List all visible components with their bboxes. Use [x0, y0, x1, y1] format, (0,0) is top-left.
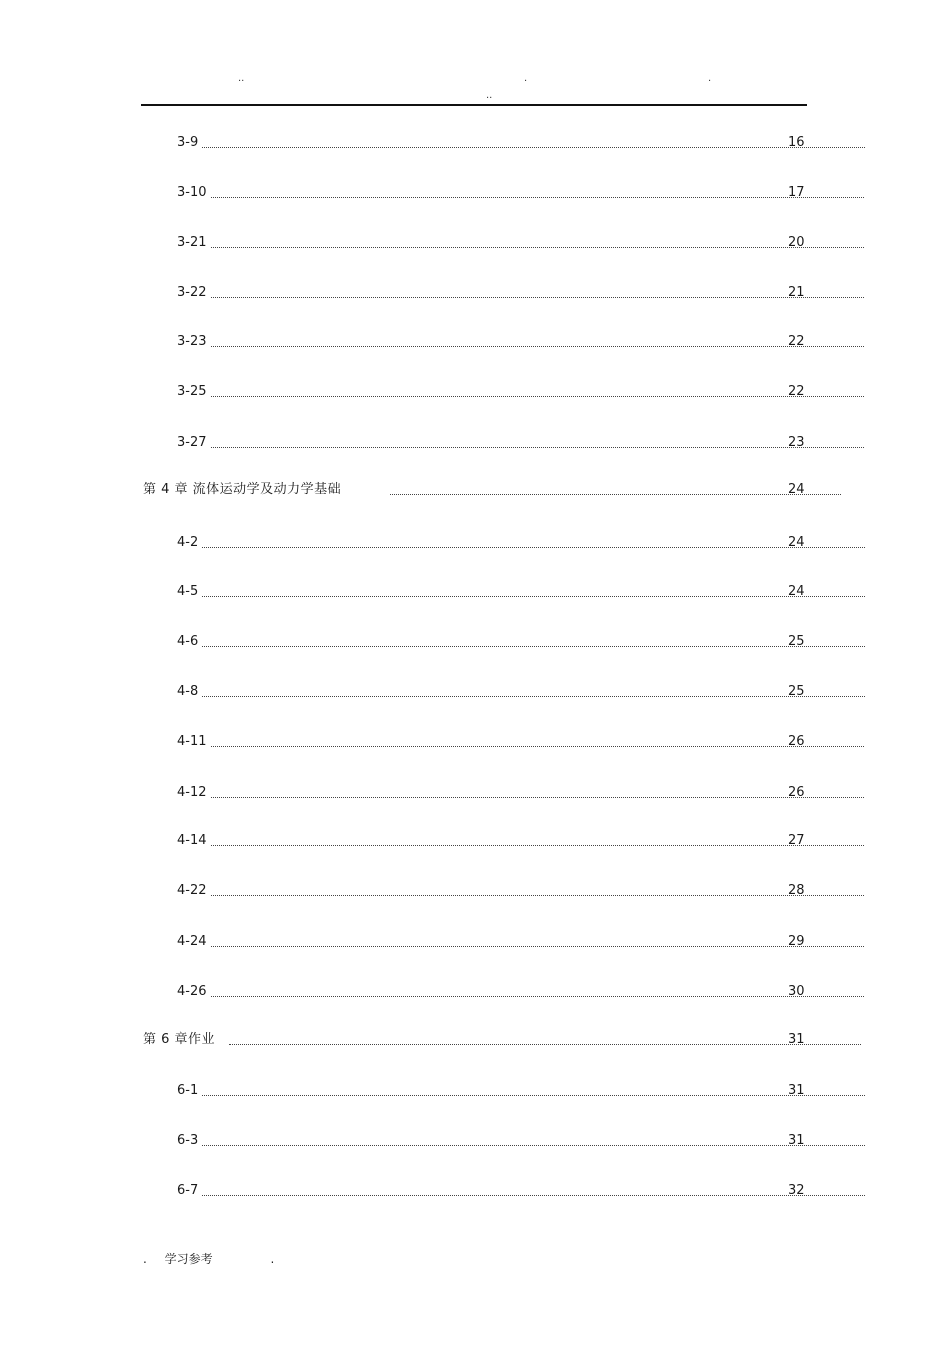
toc-entry-page: 22: [788, 384, 805, 399]
toc-entry-page: 24: [788, 535, 805, 550]
toc-entry-page: 20: [788, 235, 805, 250]
leader-dots: [177, 447, 864, 448]
header-mark-2: .: [524, 73, 528, 84]
toc-entry-page: 31: [788, 1133, 805, 1148]
toc-entry-label: 4-14: [177, 832, 211, 850]
leader-dots: [177, 197, 864, 198]
header-mark-3: .: [708, 73, 712, 84]
toc-entry-page: 22: [788, 334, 805, 349]
toc-entry[interactable]: [177, 583, 865, 603]
toc-chapter-label: 第 6 章作业: [143, 1031, 219, 1049]
header-mark-4: ..: [486, 90, 493, 101]
leader-dots: [177, 895, 864, 896]
toc-entry-label: 4-12: [177, 784, 211, 802]
toc-entry[interactable]: [177, 882, 864, 902]
toc-entry-label: 4-8: [177, 683, 202, 701]
toc-entry[interactable]: [177, 1182, 865, 1202]
leader-dots: [177, 1095, 865, 1096]
toc-entry-label: 3-10: [177, 184, 211, 202]
toc-entry-page: 25: [788, 634, 805, 649]
toc-entry[interactable]: [177, 134, 865, 154]
toc-entry-page: 23: [788, 435, 805, 450]
toc-entry-label: 3-9: [177, 134, 202, 152]
toc-entry[interactable]: [177, 184, 864, 204]
toc-entry-page: 24: [788, 482, 805, 497]
toc-entry[interactable]: [177, 284, 864, 304]
toc-entry[interactable]: [177, 383, 864, 403]
toc-entry-page: 29: [788, 934, 805, 949]
toc-entry[interactable]: [177, 633, 865, 653]
toc-entry-page: 24: [788, 584, 805, 599]
leader-dots: [177, 845, 864, 846]
leader-dots: [177, 797, 864, 798]
leader-dots: [177, 247, 864, 248]
leader-dots: [177, 946, 864, 947]
toc-entry[interactable]: [177, 534, 865, 554]
toc-entry-page: 31: [788, 1083, 805, 1098]
toc-entry-label: 4-26: [177, 983, 211, 1001]
toc-entry-page: 30: [788, 984, 805, 999]
toc-entry-label: 3-25: [177, 383, 211, 401]
toc-entry-label: 6-3: [177, 1132, 202, 1150]
toc-entry-page: 28: [788, 883, 805, 898]
toc-entry-label: 4-11: [177, 733, 211, 751]
toc-entry[interactable]: [177, 832, 864, 852]
toc-entry-page: 25: [788, 684, 805, 699]
toc-entry-page: 21: [788, 285, 805, 300]
toc-entry-label: 4-22: [177, 882, 211, 900]
header-mark-1: ..: [238, 73, 245, 84]
toc-entry-page: 26: [788, 785, 805, 800]
leader-dots: [177, 596, 865, 597]
toc-entry[interactable]: [177, 733, 864, 753]
leader-dots: [229, 1044, 861, 1045]
toc-entry-label: 4-2: [177, 534, 202, 552]
leader-dots: [390, 494, 841, 495]
toc-entry-page: 26: [788, 734, 805, 749]
toc-entry[interactable]: [177, 434, 864, 454]
toc-entry-page: 17: [788, 185, 805, 200]
footer-right-mark: .: [270, 1252, 275, 1266]
toc-entry[interactable]: [177, 784, 864, 804]
leader-dots: [177, 1145, 865, 1146]
toc-entry[interactable]: [177, 1082, 865, 1102]
leader-dots: [177, 147, 865, 148]
footer-text: 学习参考: [164, 1252, 213, 1266]
leader-dots: [177, 396, 864, 397]
toc-entry[interactable]: [177, 983, 864, 1003]
page-footer: [143, 1251, 274, 1267]
toc-entry-page: 31: [788, 1032, 805, 1047]
leader-dots: [177, 996, 864, 997]
toc-chapter-entry[interactable]: [143, 481, 841, 501]
leader-dots: [177, 646, 865, 647]
toc-entry-page: 16: [788, 135, 805, 150]
leader-dots: [177, 1195, 865, 1196]
toc-entry-label: 3-21: [177, 234, 211, 252]
toc-entry[interactable]: [177, 333, 864, 353]
toc-entry-label: 3-27: [177, 434, 211, 452]
toc-entry[interactable]: [177, 1132, 865, 1152]
toc-entry-label: 4-24: [177, 933, 211, 951]
toc-entry[interactable]: [177, 234, 864, 254]
toc-entry-label: 3-23: [177, 333, 211, 351]
leader-dots: [177, 547, 865, 548]
toc-entry[interactable]: [177, 683, 865, 703]
leader-dots: [177, 696, 865, 697]
toc-entry[interactable]: [177, 933, 864, 953]
toc-entry-label: 3-22: [177, 284, 211, 302]
toc-chapter-label: 第 4 章 流体运动学及动力学基础: [143, 481, 345, 499]
toc-entry-page: 32: [788, 1183, 805, 1198]
toc-chapter-entry[interactable]: [143, 1031, 861, 1051]
leader-dots: [177, 346, 864, 347]
leader-dots: [177, 297, 864, 298]
toc-entry-label: 6-1: [177, 1082, 202, 1100]
toc-entry-page: 27: [788, 833, 805, 848]
toc-entry-label: 4-6: [177, 633, 202, 651]
leader-dots: [177, 746, 864, 747]
toc-entry-label: 6-7: [177, 1182, 202, 1200]
footer-left-mark: .: [143, 1252, 147, 1266]
toc-entry-label: 4-5: [177, 583, 202, 601]
